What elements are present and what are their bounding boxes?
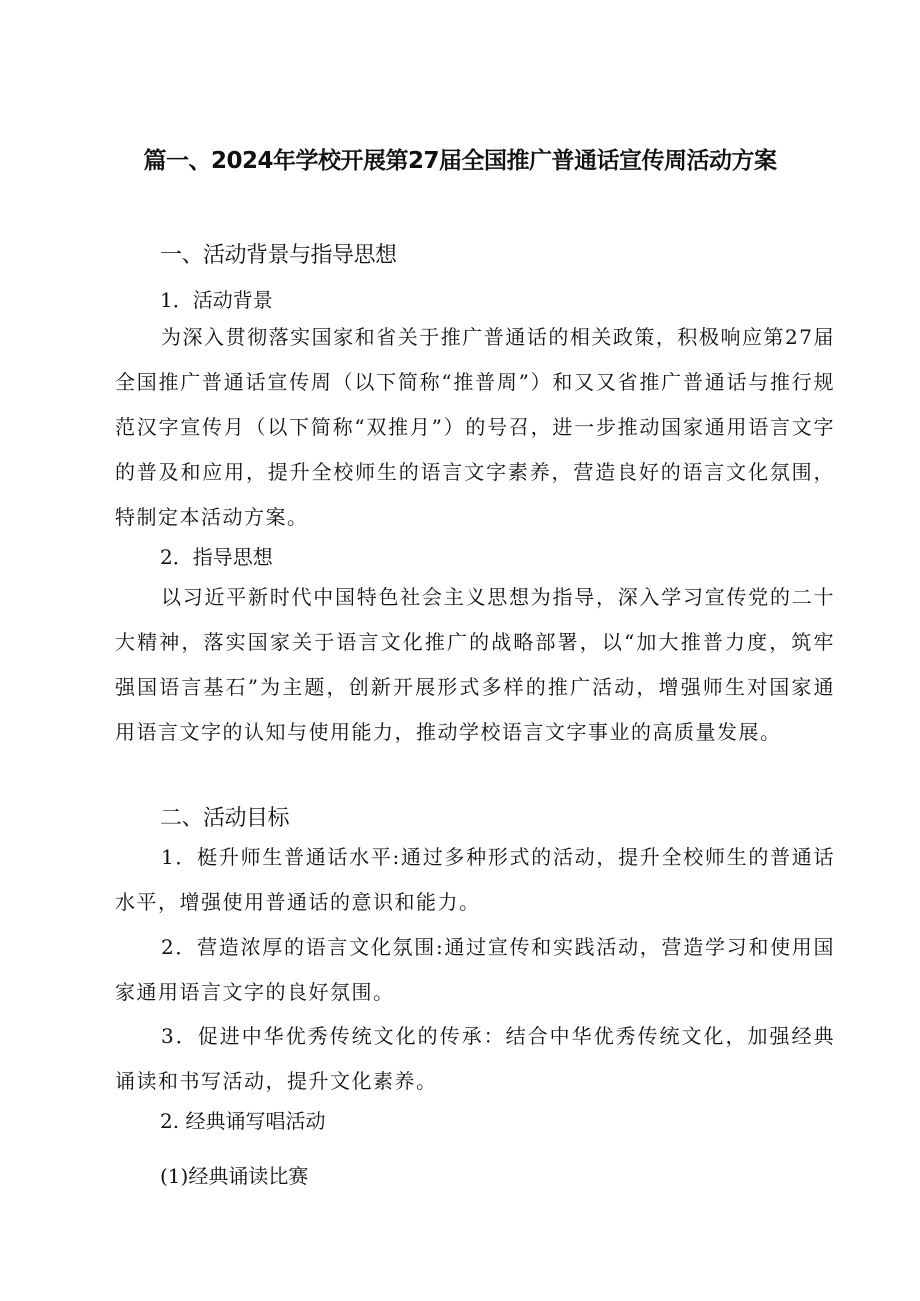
activity-heading: 2. 经典诵写唱活动 (160, 1109, 326, 1133)
activity-subheading: (1)经典诵读比赛 (160, 1164, 309, 1188)
document-title: 篇一、2024年学校开展第27届全国推广普通话宣传周活动方案 (143, 148, 777, 174)
paragraph-guiding-ideology: 以习近平新时代中国特色社会主义思想为指导，深入学习宣传党的二十大精神，落实国家关于语言文化推广的战略部署，以“加大推普力度，筑牢强国语言基石”为主题，创新开展形式多样的推广活动，增强师生对国家通用语言文字的认知与使用能力，推动学校语言文字事业的高质量发展。 (115, 585, 835, 744)
subheading-activity-background: 1．活动背景 (160, 288, 273, 312)
goal-item-1: 1．梃升师生普通话水平:通过多种形式的活动，提升全校师生的普通话水平，增强使用普通话的意识和能力。 (115, 845, 835, 914)
goal-item-2: 2．营造浓厚的语言文化氛围:通过宣传和实践活动，营造学习和使用国家通用语言文字的良好氛围。 (115, 935, 835, 1004)
section-heading-background: 一、活动背景与指导思想 (160, 243, 397, 268)
paragraph-background: 为深入贯彻落实国家和省关于推广普通话的相关政策，积极响应第27届全国推广普通话宣传周（以下简称“推普周”）和又又省推广普通话与推行规范汉字宣传月（以下简称“双推月”）的号召，进一步推动国家通用语言文字的普及和应用，提升全校师生的语言文字素养，营造良好的语言文化氛围，特制定本活动方案。 (115, 325, 835, 529)
goal-item-3: 3．促进中华优秀传统文化的传承：结合中华优秀传统文化，加强经典诵读和书写活动，提升文化素养。 (115, 1024, 835, 1093)
section-heading-goals: 二、活动目标 (160, 806, 290, 831)
subheading-guiding-ideology: 2．指导思想 (160, 545, 273, 569)
